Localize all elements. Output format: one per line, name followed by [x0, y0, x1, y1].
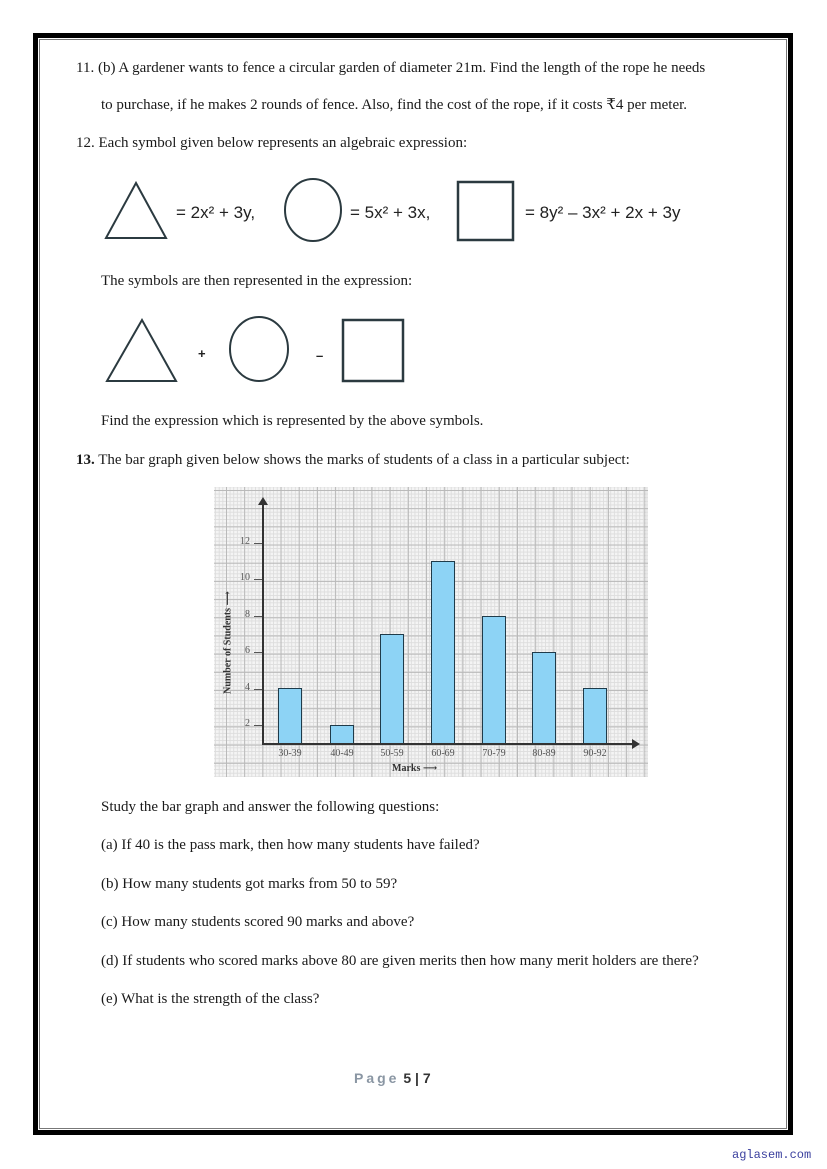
bar-90-92	[583, 688, 607, 743]
q11-line1: 11. (b) A gardener wants to fence a circular garden of diameter 21m. Find the length of the rope he needs	[76, 60, 706, 76]
page-word: Page	[354, 1070, 400, 1086]
x-tick-label: 80-89	[532, 748, 556, 759]
triangle-expression: = 2x² + 3y,	[176, 203, 256, 222]
x-axis-arrow	[632, 739, 640, 749]
page-footer	[354, 1070, 431, 1086]
bar-70-79	[482, 616, 506, 743]
plus-operator: +	[198, 346, 206, 361]
y-tick-label: 10	[240, 572, 250, 583]
q13-intro	[76, 451, 630, 469]
x-axis	[262, 743, 632, 745]
circle-icon	[282, 177, 344, 243]
triangle-icon	[104, 317, 180, 385]
y-tick-label: 2	[245, 718, 250, 729]
circle-expression: = 5x² + 3x,	[350, 203, 431, 222]
square-expression: = 8y² – 3x² + 2x + 3y	[525, 203, 681, 222]
q13-question-b: (b) How many students got marks from 50 to 59?	[101, 876, 398, 892]
y-tick-label: 4	[245, 682, 250, 693]
q12-represented-text: The symbols are then represented in the expression:	[101, 273, 413, 289]
square-icon	[456, 180, 516, 242]
x-tick-label: 70-79	[482, 748, 506, 759]
y-tick	[254, 579, 262, 580]
x-axis-label: Marks ⟶	[392, 763, 438, 774]
x-tick-label: 90-92	[583, 748, 607, 759]
y-tick	[254, 652, 262, 653]
triangle-icon	[104, 180, 168, 242]
bar-60-69	[431, 561, 455, 743]
y-tick-label: 12	[240, 536, 250, 547]
q13-number: 13.	[76, 452, 95, 468]
watermark-link[interactable]: aglasem.com	[732, 1148, 812, 1162]
q11-line2: to purchase, if he makes 2 rounds of fence. Also, find the cost of the rope, if it costs ₹4 per meter.	[101, 97, 688, 113]
y-tick	[254, 616, 262, 617]
y-tick	[254, 543, 262, 544]
page-number: 5 | 7	[403, 1070, 431, 1086]
x-tick-label: 30-39	[278, 748, 302, 759]
bar-chart	[214, 487, 648, 777]
x-tick-label: 40-49	[330, 748, 354, 759]
x-tick-label: 50-59	[380, 748, 404, 759]
minus-operator: –	[316, 348, 324, 363]
y-tick-label: 6	[245, 645, 250, 656]
bar-80-89	[532, 652, 556, 743]
bar-30-39	[278, 688, 302, 743]
q12-find-text: Find the expression which is represented by the above symbols.	[101, 413, 484, 429]
y-axis	[262, 501, 264, 744]
q13-question-c: (c) How many students scored 90 marks and above?	[101, 914, 415, 930]
y-tick-label: 8	[245, 609, 250, 620]
bar-40-49	[330, 725, 354, 743]
x-tick-label: 60-69	[431, 748, 455, 759]
y-tick	[254, 725, 262, 726]
square-icon	[341, 318, 405, 384]
circle-icon	[227, 314, 291, 384]
q12-intro: 12. Each symbol given below represents an algebraic expression:	[76, 135, 468, 151]
y-axis-label: Number of Students ⟶	[222, 591, 234, 694]
q13-question-e: (e) What is the strength of the class?	[101, 991, 320, 1007]
q13-question-a: (a) If 40 is the pass mark, then how many students have failed?	[101, 837, 480, 853]
q13-intro-text: The bar graph given below shows the marks of students of a class in a particular subject:	[94, 452, 630, 468]
bar-50-59	[380, 634, 404, 743]
q13-question-d: (d) If students who scored marks above 80 are given merits then how many merit holders are there?	[101, 953, 699, 969]
q13-study-text: Study the bar graph and answer the following questions:	[101, 799, 440, 815]
y-tick	[254, 689, 262, 690]
